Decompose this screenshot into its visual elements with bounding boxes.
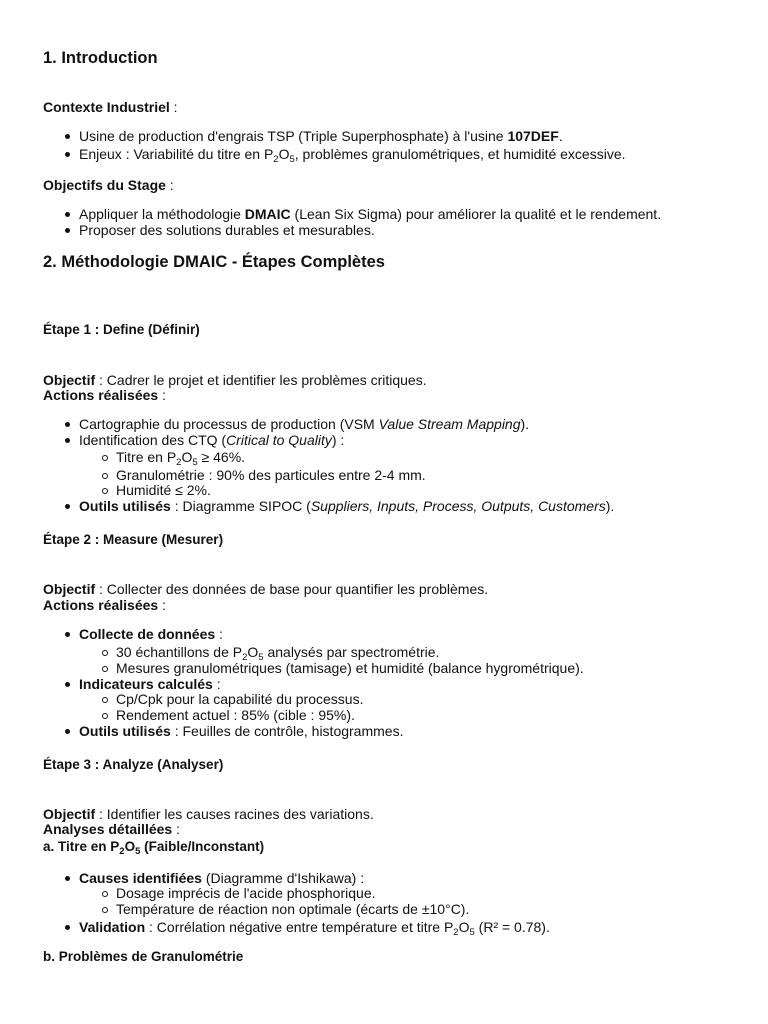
subscript: 2 bbox=[273, 154, 279, 165]
vsm-text: Cartographie du processus de production (VSM bbox=[79, 416, 379, 432]
causes-text: (Diagramme d'Ishikawa) : bbox=[201, 870, 365, 886]
validation-item bbox=[79, 919, 550, 938]
subscript: 2 bbox=[242, 652, 248, 663]
step-2-tools bbox=[79, 723, 403, 739]
validation-rest: (R² = 0.78). bbox=[474, 919, 550, 935]
ctq-italic: Critical to Quality bbox=[226, 432, 332, 448]
collect-sub-1-rest: analysés par spectrométrie. bbox=[263, 644, 440, 660]
bullet-icon bbox=[65, 876, 70, 881]
circle-bullet-icon bbox=[102, 697, 108, 703]
bullet-icon bbox=[65, 682, 70, 687]
step-2-heading: Étape 2 : Measure (Mesurer) bbox=[43, 532, 224, 547]
circle-bullet-icon bbox=[102, 666, 108, 672]
vsm-item bbox=[79, 416, 529, 432]
colon: : bbox=[215, 626, 223, 642]
collect-item bbox=[79, 626, 223, 642]
dmaic-term: DMAIC bbox=[244, 206, 291, 222]
step-2-actions-label-line bbox=[43, 597, 166, 613]
objectives-item-1 bbox=[79, 206, 661, 222]
colon: : bbox=[172, 821, 180, 837]
circle-bullet-icon bbox=[102, 891, 108, 897]
tools-text: : Diagramme SIPOC ( bbox=[170, 498, 311, 514]
objectives-label: Objectifs du Stage bbox=[43, 177, 166, 193]
step-3-analyses-label-line bbox=[43, 821, 180, 837]
chem-o: O bbox=[247, 644, 259, 660]
validation-label: Validation bbox=[79, 919, 146, 935]
ctq-sub-1-text: Titre en P bbox=[116, 449, 177, 465]
colon: : bbox=[165, 177, 174, 193]
actions-label: Actions réalisées bbox=[43, 387, 159, 403]
causes-sub-1: Dosage imprécis de l'acide phosphorique. bbox=[116, 885, 376, 901]
causes-item bbox=[79, 870, 364, 886]
bullet-icon bbox=[65, 729, 70, 734]
circle-bullet-icon bbox=[102, 455, 108, 461]
objective-text: : Identifier les causes racines des variations. bbox=[95, 806, 374, 822]
causes-label: Causes identifiées bbox=[79, 870, 202, 886]
colon: : bbox=[169, 99, 178, 115]
vsm-italic: Value Stream Mapping bbox=[378, 416, 521, 432]
actions-label: Actions réalisées bbox=[43, 597, 159, 613]
subsection-a-text: a. Titre en P bbox=[43, 839, 120, 854]
collect-sub-1-text: 30 échantillons de P bbox=[116, 644, 243, 660]
tools-close: ). bbox=[605, 498, 615, 514]
analyses-label: Analyses détaillées bbox=[43, 821, 173, 837]
colon: : bbox=[158, 597, 166, 613]
context-item-1-text: Usine de production d'engrais TSP (Triple Superphosphate) à l'usine bbox=[79, 128, 508, 144]
indicators-label: Indicateurs calculés bbox=[79, 676, 213, 692]
context-item-1 bbox=[79, 128, 563, 144]
subscript: 5 bbox=[192, 457, 198, 468]
period: . bbox=[558, 128, 563, 144]
step-1-actions-label-line bbox=[43, 387, 166, 403]
collect-sub-2: Mesures granulométriques (tamisage) et humidité (balance hygrométrique). bbox=[116, 660, 584, 676]
context-item-2 bbox=[79, 146, 626, 165]
subscript: 5 bbox=[258, 652, 264, 663]
plant-code: 107DEF bbox=[507, 128, 559, 144]
bullet-icon bbox=[65, 438, 70, 443]
chem-o: O bbox=[124, 839, 136, 854]
objectives-item-1-rest: (Lean Six Sigma) pour améliorer la qualité et le rendement. bbox=[290, 206, 662, 222]
ctq-item bbox=[79, 432, 344, 448]
circle-bullet-icon bbox=[102, 650, 108, 656]
circle-bullet-icon bbox=[102, 488, 108, 494]
subscript: 5 bbox=[135, 846, 141, 857]
subscript: 5 bbox=[469, 927, 475, 938]
collect-label: Collecte de données bbox=[79, 626, 216, 642]
section-1-heading: 1. Introduction bbox=[43, 49, 158, 67]
context-label-line bbox=[43, 99, 178, 115]
objective-text: : Collecter des données de base pour quantifier les problèmes. bbox=[95, 581, 489, 597]
context-item-2-text: Enjeux : Variabilité du titre en P bbox=[79, 146, 274, 162]
subsection-a-heading bbox=[43, 839, 264, 855]
ctq-sub-1-rest: ≥ 46%. bbox=[197, 449, 246, 465]
bullet-icon bbox=[65, 212, 70, 217]
validation-text: : Corrélation négative entre température et titre P bbox=[145, 919, 454, 935]
indicators-sub-1: Cp/Cpk pour la capabilité du processus. bbox=[116, 691, 364, 707]
context-label: Contexte Industriel bbox=[43, 99, 170, 115]
objective-label: Objectif bbox=[43, 806, 96, 822]
collect-sub-1 bbox=[116, 644, 440, 663]
bullet-icon bbox=[65, 925, 70, 930]
tools-label: Outils utilisés bbox=[79, 498, 171, 514]
ctq-sub-1 bbox=[116, 449, 246, 468]
objective-label: Objectif bbox=[43, 372, 96, 388]
subsection-b-heading: b. Problèmes de Granulométrie bbox=[43, 949, 244, 964]
objectives-label-line bbox=[43, 177, 174, 193]
ctq-text: Identification des CTQ ( bbox=[79, 432, 227, 448]
ctq-sub-3: Humidité ≤ 2%. bbox=[116, 482, 211, 498]
chem-o: O bbox=[181, 449, 193, 465]
subscript: 2 bbox=[119, 846, 125, 857]
bullet-icon bbox=[65, 632, 70, 637]
step-1-heading: Étape 1 : Define (Définir) bbox=[43, 322, 200, 337]
subscript: 2 bbox=[176, 457, 182, 468]
bullet-icon bbox=[65, 152, 70, 157]
tools-text: : Feuilles de contrôle, histogrammes. bbox=[170, 723, 404, 739]
colon: : bbox=[158, 387, 166, 403]
objectives-item-1-text: Appliquer la méthodologie bbox=[79, 206, 245, 222]
bullet-icon bbox=[65, 504, 70, 509]
circle-bullet-icon bbox=[102, 907, 108, 913]
step-3-heading: Étape 3 : Analyze (Analyser) bbox=[43, 757, 224, 772]
step-3-objective bbox=[43, 806, 374, 822]
indicators-sub-2: Rendement actuel : 85% (cible : 95%). bbox=[116, 707, 355, 723]
objectives-item-2: Proposer des solutions durables et mesurables. bbox=[79, 222, 375, 238]
subscript: 5 bbox=[289, 154, 295, 165]
vsm-close: ). bbox=[520, 416, 530, 432]
ctq-close: ) : bbox=[331, 432, 345, 448]
bullet-icon bbox=[65, 228, 70, 233]
step-2-objective bbox=[43, 581, 488, 597]
tools-label: Outils utilisés bbox=[79, 723, 171, 739]
sipoc-italic: Suppliers, Inputs, Process, Outputs, Customers bbox=[310, 498, 606, 514]
circle-bullet-icon bbox=[102, 713, 108, 719]
section-2-heading: 2. Méthodologie DMAIC - Étapes Complètes bbox=[43, 253, 385, 271]
subscript: 2 bbox=[453, 927, 459, 938]
step-1-tools bbox=[79, 498, 614, 514]
objective-text: : Cadrer le projet et identifier les problèmes critiques. bbox=[95, 372, 427, 388]
bullet-icon bbox=[65, 422, 70, 427]
step-1-objective bbox=[43, 372, 427, 388]
context-item-2-rest: , problèmes granulométriques, et humidité excessive. bbox=[294, 146, 626, 162]
ctq-sub-2: Granulométrie : 90% des particules entre 2-4 mm. bbox=[116, 467, 426, 483]
colon: : bbox=[212, 676, 221, 692]
circle-bullet-icon bbox=[102, 473, 108, 479]
chem-o: O bbox=[458, 919, 470, 935]
causes-sub-2: Température de réaction non optimale (écarts de ±10°C). bbox=[116, 901, 470, 917]
bullet-icon bbox=[65, 134, 70, 139]
indicators-item bbox=[79, 676, 221, 692]
objective-label: Objectif bbox=[43, 581, 96, 597]
chem-o: O bbox=[278, 146, 290, 162]
subsection-a-rest: (Faible/Inconstant) bbox=[140, 839, 265, 854]
